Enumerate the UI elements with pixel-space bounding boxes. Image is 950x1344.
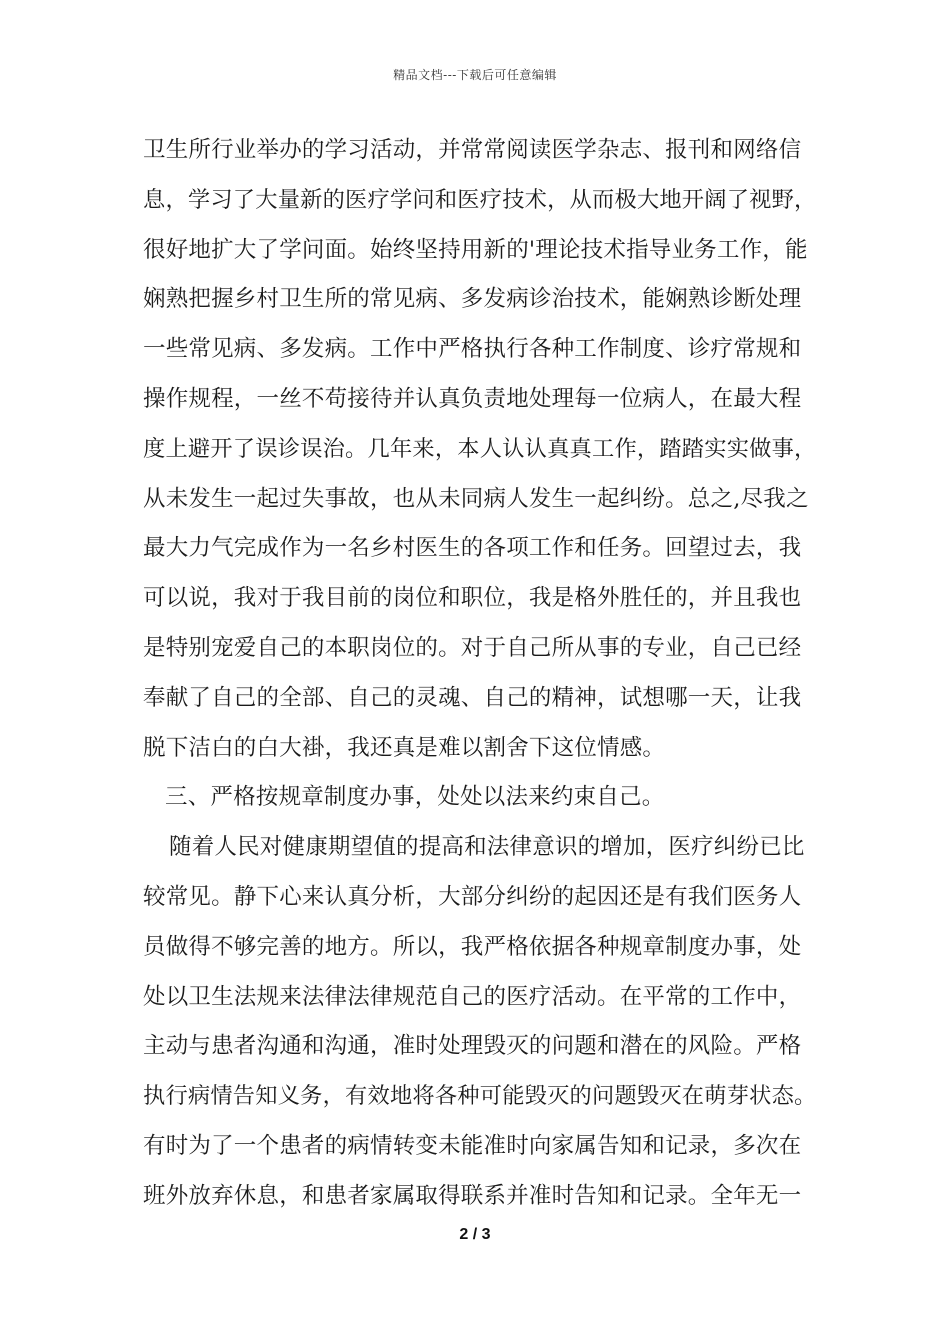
text-line-2: 息，学习了大量新的医疗学问和医疗技术，从而极大地开阔了视野，: [143, 186, 817, 213]
page-number: 2 / 3: [459, 1226, 491, 1243]
text-line-20: 执行病情告知义务，有效地将各种可能毁灭的问题毁灭在萌芽状态。: [143, 1083, 817, 1110]
text-line-9: 最大力气完成作为一名乡村医生的各项工作和任务。回望过去，我: [143, 535, 802, 562]
text-line-5: 一些常见病、多发病。工作中严格执行各种工作制度、诊疗常规和: [143, 336, 802, 363]
document-body: [143, 126, 823, 1222]
text-line-15: 随着人民对健康期望值的提高和法律意识的增加，医疗纠纷已比: [169, 834, 805, 861]
section-heading: 三、严格按规章制度办事，处处以法来约束自己。: [165, 784, 665, 811]
text-line-8: 从未发生一起过失事故，也从未同病人发生一起纠纷。总之,尽我之: [143, 485, 809, 512]
page-header: 精品文档---下载后可任意编辑: [393, 68, 557, 82]
text-line-13: 脱下洁白的白大褂，我还真是难以割舍下这位情感。: [143, 734, 666, 761]
text-line-10: 可以说，我对于我目前的岗位和职位，我是格外胜任的，并且我也: [143, 585, 802, 612]
text-line-19: 主动与患者沟通和沟通，准时处理毁灭的问题和潜在的风险。严格: [143, 1033, 802, 1060]
text-line-22: 班外放弃休息，和患者家属取得联系并准时告知和记录。全年无一: [143, 1182, 802, 1209]
text-line-18: 处以卫生法规来法律法律规范自己的医疗活动。在平常的工作中，: [143, 983, 802, 1010]
text-line-17: 员做得不够完善的地方。所以，我严格依据各种规章制度办事，处: [143, 933, 802, 960]
text-line-12: 奉献了自己的全部、自己的灵魂、自己的精神，试想哪一天，让我: [143, 684, 802, 711]
text-line-4: 娴熟把握乡村卫生所的常见病、多发病诊治技术，能娴熟诊断处理: [143, 286, 802, 313]
text-line-16: 较常见。静下心来认真分析，大部分纠纷的起因还是有我们医务人: [143, 883, 802, 910]
text-line-11: 是特别宠爱自己的本职岗位的。对于自己所从事的专业，自己已经: [143, 634, 802, 661]
text-line-21: 有时为了一个患者的病情转变未能准时向家属告知和记录，多次在: [143, 1132, 802, 1159]
text-line-7: 度上避开了误诊误治。几年来，本人认认真真工作，踏踏实实做事，: [143, 435, 817, 462]
text-line-6: 操作规程，一丝不苟接待并认真负责地处理每一位病人，在最大程: [143, 385, 802, 412]
text-line-3: 很好地扩大了学问面。始终坚持用新的'理论技术指导业务工作，能: [143, 236, 808, 263]
text-line-1: 卫生所行业举办的学习活动，并常常阅读医学杂志、报刊和网络信: [143, 137, 802, 163]
